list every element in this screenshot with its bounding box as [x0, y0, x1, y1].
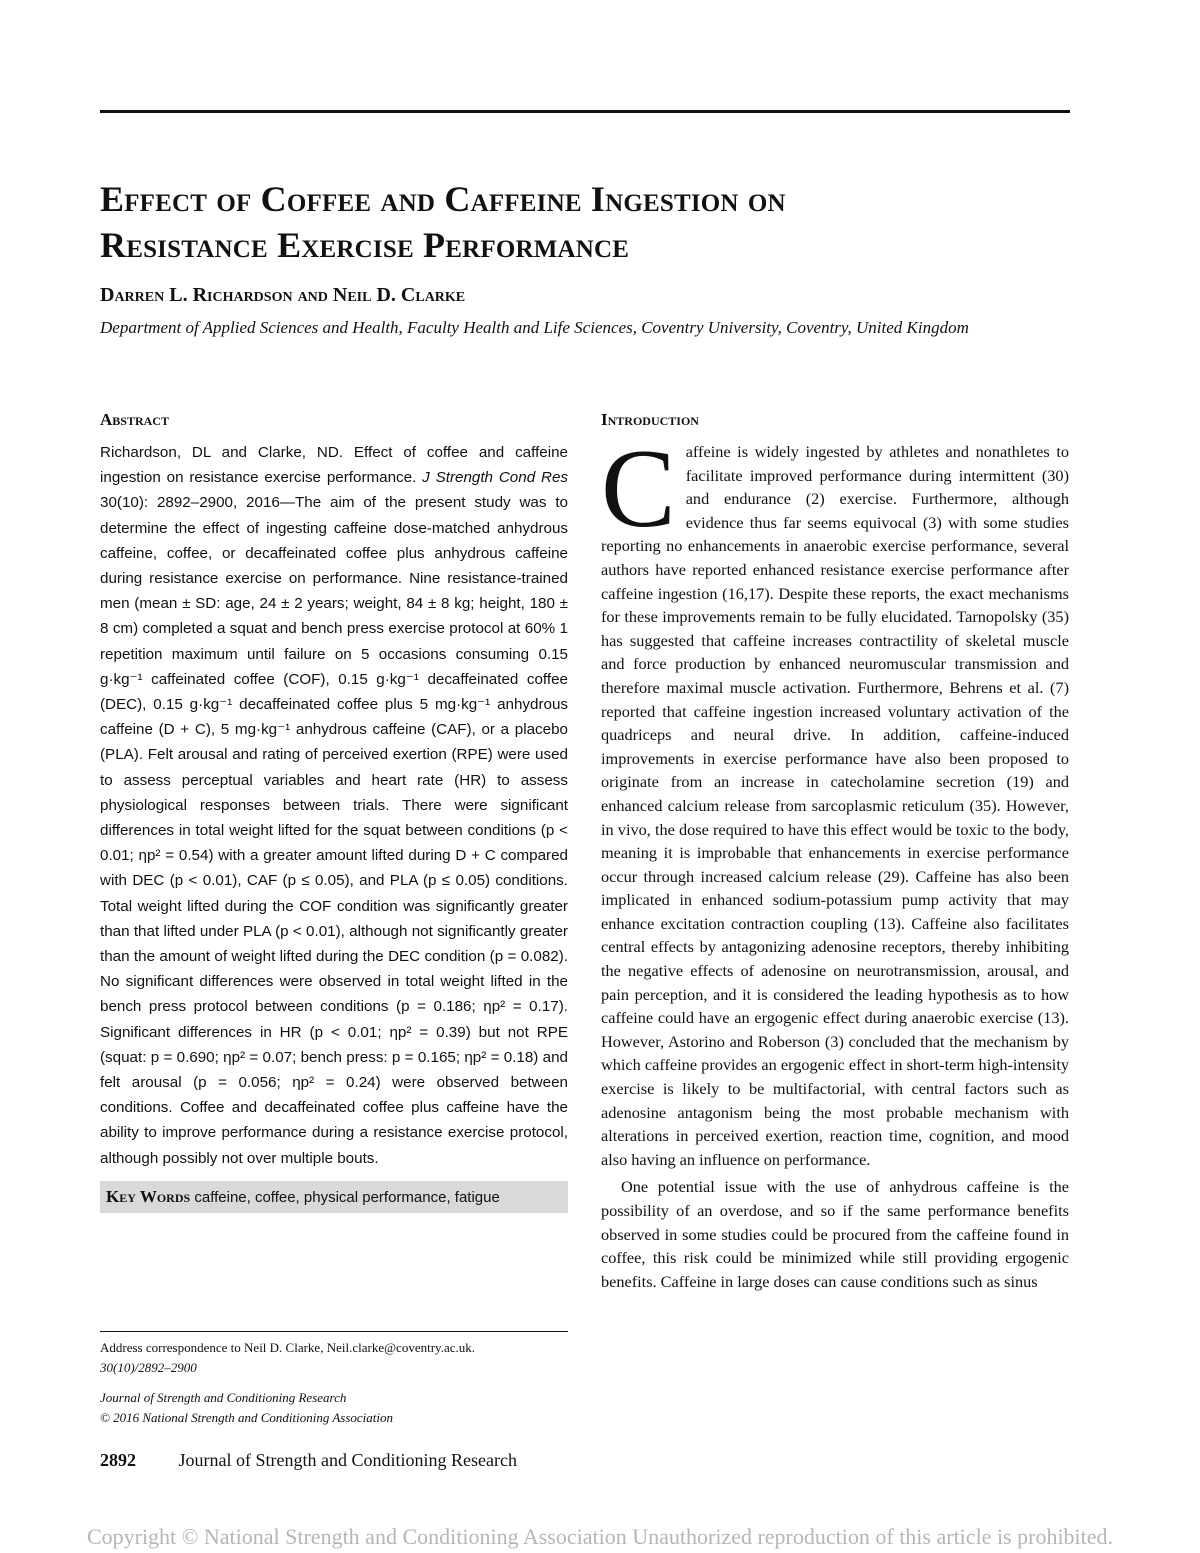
keywords-text: caffeine, coffee, physical performance, fatigue: [194, 1188, 500, 1206]
authors: Darren L. Richardson and Neil D. Clarke: [100, 284, 466, 306]
abstract-journal: J Strength Cond Res: [422, 469, 569, 487]
keywords-box: [100, 1181, 568, 1213]
keywords-label: Key Words: [106, 1186, 191, 1206]
intro-paragraph-2: One potential issue with the use of anhydrous caffeine is the possibility of an overdose, and so if the same performance benefits observed in some studies could be procured from the caffeine found in coffee, this risk could be minimized while still providing ergogenic benefits. Caffeine in large doses can cause conditions such as sinus: [601, 1177, 1069, 1291]
copyright-watermark: Copyright © National Strength and Conditioning Association Unauthorized reproduction of this article is prohibited.: [86, 1524, 1114, 1549]
correspondence-note: Address correspondence to Neil D. Clarke, Neil.clarke@coventry.ac.uk.: [100, 1340, 475, 1355]
abstract-text: [100, 440, 568, 1171]
intro-paragraph-1-text: affeine is widely ingested by athletes and nonathletes to facilitate improved performance during intermittent (30) and endurance (2) exercise. Furthermore, although evidence thus far seems equivocal (3) with some studies reporting no enhancements in anaerobic exercise performance, several authors have reported enhanced resistance exercise performance after caffeine ingestion (16,17). Despite these reports, the exact mechanisms for these improvements remain to be fully elucidated. Tarnopolsky (35) has suggested that caffeine increases contractility of skeletal muscle and force production by enhanced neuromuscular transmission and therefore maximal muscle activation. Furthermore, Behrens et al. (7) reported that caffeine ingestion increased voluntary activation of the quadriceps and neural drive. In addition, caffeine-induced improvements in exercise performance have also been proposed to originate from an increase in catecholamine secretion (19) and enhanced calcium release from sarcoplasmic reticulum (35). However, in vivo, the dose required to have this effect would be toxic to the body, meaning it is improbable that enhancements in exercise performance occur through increased calcium release (29). Caffeine has also been implicated in enhanced sodium-potassium pump activity that may enhance excitation contraction coupling (13). Caffeine also facilitates central effects by antagonizing adenosine receptors, thereby inhibiting the negative effects of adenosine on neurotransmission, arousal, and pain perception, and it is considered the leading hypothesis as to how caffeine could have an ergogenic effect during anaerobic exercise (13). However, Astorino and Roberson (3) concluded that the mechanism by which caffeine provides an ergogenic effect in short-term high-intensity exercise is likely to be multifactorial, with central factors such as adenosine antagonism being the most probable mechanism with alterations in perceived exertion, reaction time, cognition, and mood also having an influence on performance.: [601, 442, 1069, 1169]
page-number: 2892: [100, 1450, 136, 1470]
article-title: [100, 176, 1080, 268]
intro-paragraph-1: [601, 427, 1069, 1171]
abstract-citation: Richardson, DL and Clarke, ND. Effect of coffee and caffeine ingestion on resistance exercise performance.: [100, 444, 568, 487]
copyright-note: © 2016 National Strength and Conditioning Association: [100, 1410, 394, 1425]
abstract-heading: Abstract: [100, 410, 169, 429]
left-column: [100, 410, 568, 1213]
footnotes: [100, 1338, 570, 1428]
affiliation: Department of Applied Sciences and Health, Faculty Health and Life Sciences, Coventry University, Coventry, United Kingdom: [100, 318, 969, 337]
right-column: [601, 410, 1069, 1293]
page-footer: [100, 1450, 517, 1471]
volume-note: 30(10)/2892–2900: [100, 1360, 197, 1375]
drop-cap: C: [601, 427, 676, 551]
title-line-2: Resistance Exercise Performance: [100, 225, 630, 265]
footnote-rule: [100, 1331, 568, 1332]
introduction-heading: Introduction: [601, 410, 699, 429]
title-line-1: Effect of Coffee and Caffeine Ingestion on: [100, 179, 786, 219]
top-rule: [100, 110, 1070, 113]
abstract-body: 30(10): 2892–2900, 2016—The aim of the present study was to determine the effect of ingesting caffeine dose-matched anhydrous caffeine, coffee, or decaffeinated coffee plus anhydrous caffeine during resistance exercise on performance. Nine resistance-trained men (mean ± SD: age, 24 ± 2 years; weight, 84 ± 8 kg; height, 180 ± 8 cm) completed a squat and bench press exercise protocol at 60% 1 repetition maximum until failure on 5 occasions consuming 0.15 g·kg⁻¹ caffeinated coffee (COF), 0.15 g·kg⁻¹ decaffeinated coffee (DEC), 0.15 g·kg⁻¹ decaffeinated coffee plus 5 mg·kg⁻¹ anhydrous caffeine (D + C), 5 mg·kg⁻¹ anhydrous caffeine (CAF), or a placebo (PLA). Felt arousal and rating of perceived exertion (RPE) were used to assess perceptual variables and heart rate (HR) to assess physiological responses between trials. There were significant differences in total weight lifted for the squat between conditions (p < 0.01; ηp² = 0.54) with a greater amount lifted during D + C compared with DEC (p < 0.01), CAF (p ≤ 0.05), and PLA (p ≤ 0.05) conditions. Total weight lifted during the COF condition was significantly greater than that lifted under PLA (p < 0.01), although not significantly greater than the amount of weight lifted during the DEC condition (p = 0.082). No significant differences were observed in total weight lifted in the bench press protocol between conditions (p = 0.186; ηp² = 0.17). Significant differences in HR (p < 0.01; ηp² = 0.39) but not RPE (squat: p = 0.690; ηp² = 0.07; bench press: p = 0.165; ηp² = 0.18) and felt arousal (p = 0.056; ηp² = 0.24) were observed between conditions. Coffee and decaffeinated coffee plus caffeine have the ability to improve performance during a resistance exercise protocol, although possibly not over multiple bouts.: [100, 494, 568, 1167]
journal-note: Journal of Strength and Conditioning Research: [100, 1390, 347, 1405]
footer-journal-name: Journal of Strength and Conditioning Research: [178, 1450, 517, 1470]
